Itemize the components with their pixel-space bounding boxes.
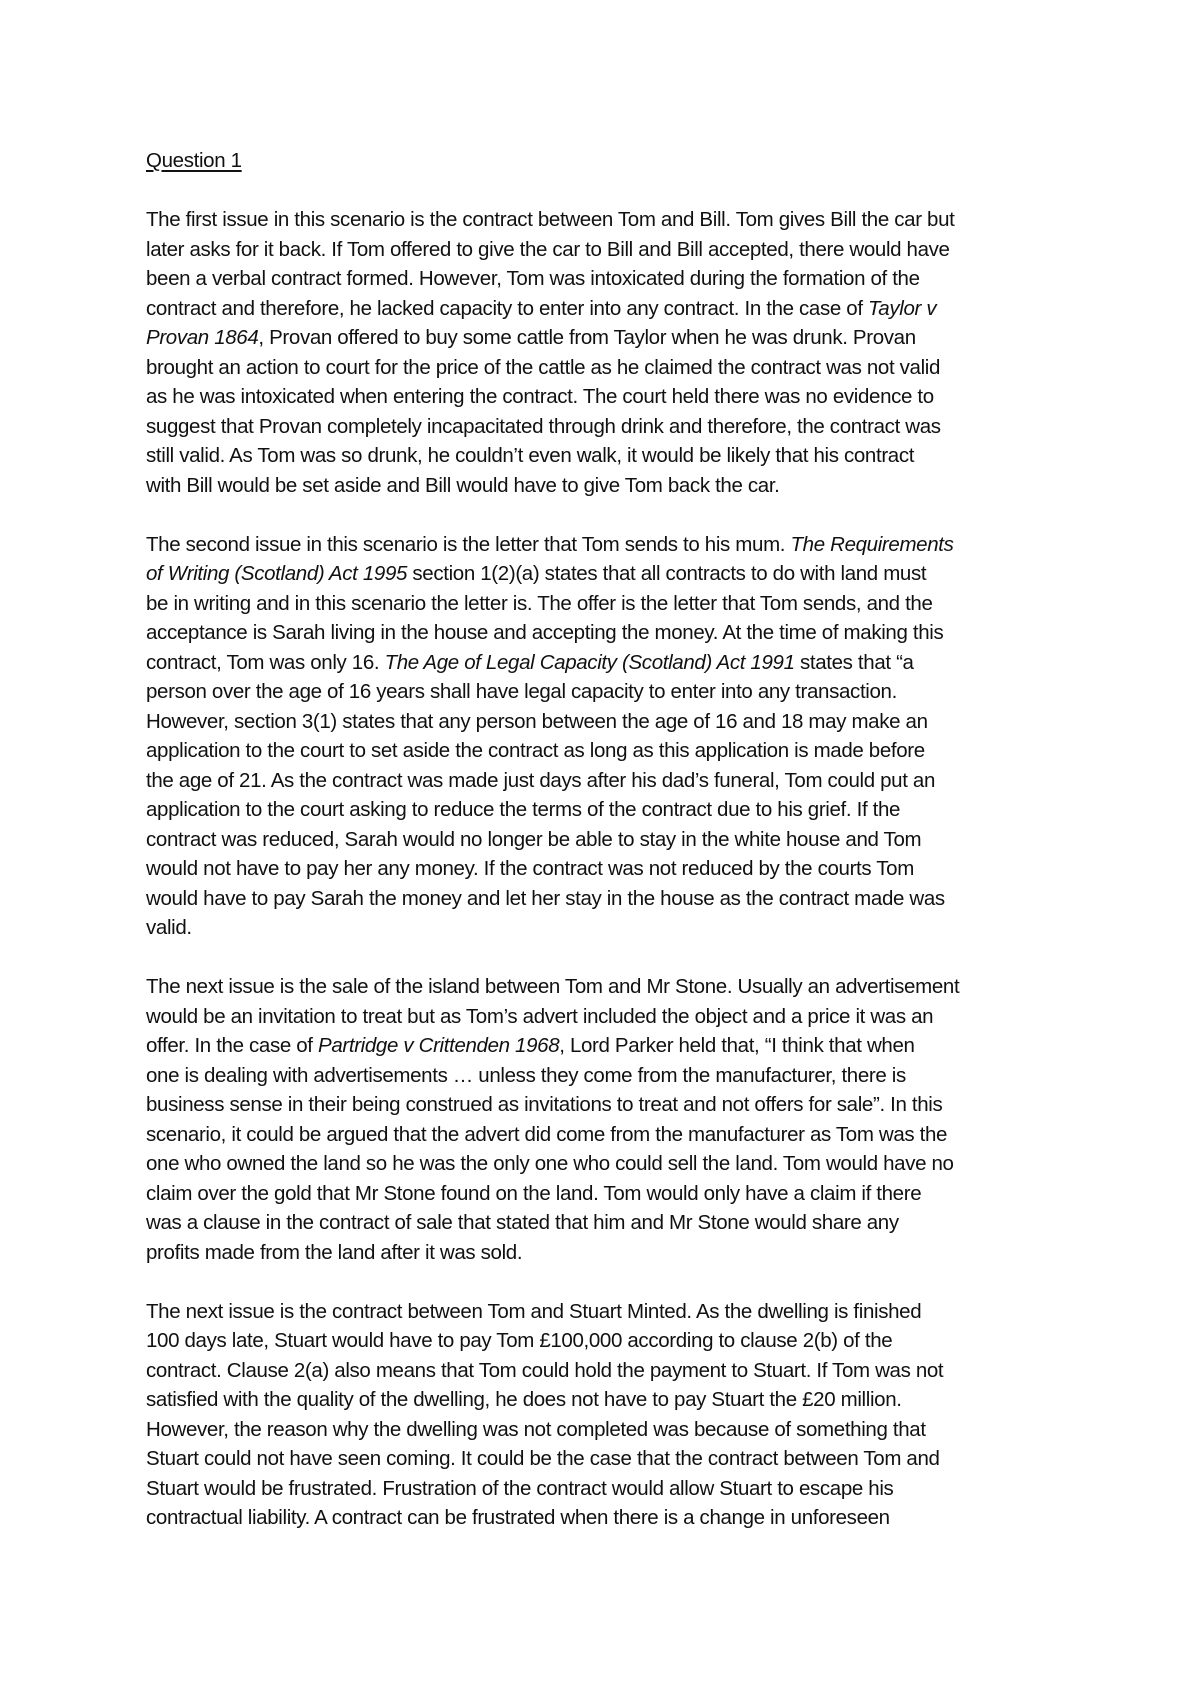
paragraph [146, 205, 1064, 500]
text-run: contractual liability. A contract can be frustrated when there is a change in unforeseen [146, 1506, 890, 1529]
text-line [146, 1090, 1064, 1120]
text-line [146, 382, 1064, 412]
case-citation: Provan 1864 [146, 326, 259, 349]
text-run: satisfied with the quality of the dwelling, he does not have to pay Stuart the £20 million. [146, 1388, 902, 1411]
question-heading: Question 1 [146, 149, 242, 172]
text-line [146, 1061, 1064, 1091]
text-run: application to the court asking to reduce the terms of the contract due to his grief. If the [146, 798, 901, 821]
text-line [146, 1208, 1064, 1238]
paragraph-list [146, 205, 1064, 1533]
text-line [146, 707, 1064, 737]
text-line [146, 205, 1064, 235]
text-line [146, 589, 1064, 619]
text-run: , Lord Parker held that, “I think that when [559, 1034, 915, 1057]
text-run: section 1(2)(a) states that all contracts to do with land must [407, 562, 927, 585]
text-line [146, 353, 1064, 383]
paragraph [146, 1297, 1064, 1533]
text-run: However, the reason why the dwelling was not completed was because of something that [146, 1417, 926, 1441]
text-line [146, 618, 1064, 648]
text-run: suggest that Provan completely incapacitated through drink and therefore, the contract was [146, 414, 941, 438]
text-line [146, 1444, 1064, 1474]
text-run: with Bill would be set aside and Bill would have to give Tom back the car. [146, 473, 780, 497]
text-line [146, 264, 1064, 294]
text-run: acceptance is Sarah living in the house and accepting the money. At the time of making this [146, 621, 944, 644]
text-line [146, 323, 1064, 353]
text-run: scenario, it could be argued that the advert did come from the manufacturer as Tom was the [146, 1122, 948, 1146]
text-run: contract, Tom was only 16. [146, 650, 385, 674]
case-citation: The Requirements [790, 532, 954, 556]
text-run: one is dealing with advertisements … unless they come from the manufacturer, there is [146, 1063, 906, 1087]
text-run: still valid. As Tom was so drunk, he couldn’t even walk, it would be likely that his contract [146, 444, 915, 467]
text-run: Stuart would be frustrated. Frustration of the contract would allow Stuart to escape his [146, 1476, 894, 1500]
text-run: offer. In the case of [146, 1034, 318, 1057]
text-line [146, 412, 1064, 442]
text-line [146, 648, 1064, 678]
case-citation: of Writing (Scotland) Act 1995 [146, 562, 408, 585]
text-run: business sense in their being construed as invitations to treat and not offers for sale”. In this [146, 1093, 943, 1116]
text-line [146, 972, 1064, 1002]
text-line [146, 471, 1064, 501]
paragraph [146, 530, 1064, 943]
text-line [146, 530, 1064, 560]
text-line [146, 854, 1064, 884]
text-run: been a verbal contract formed. However, Tom was intoxicated during the formation of the [146, 267, 920, 290]
case-citation: The Age of Legal Capacity (Scotland) Act 1991 [384, 650, 795, 674]
text-line [146, 559, 1064, 589]
text-line [146, 441, 1064, 471]
text-line [146, 825, 1064, 855]
document-body [146, 146, 1064, 1533]
text-run: as he was intoxicated when entering the contract. The court held there was no evidence to [146, 385, 934, 408]
text-line [146, 1356, 1064, 1386]
text-line [146, 1238, 1064, 1268]
text-run: would have to pay Sarah the money and let her stay in the house as the contract made was [146, 886, 945, 910]
text-line [146, 766, 1064, 796]
text-run: profits made from the land after it was sold. [146, 1240, 523, 1264]
text-line [146, 1385, 1064, 1415]
text-line [146, 1503, 1064, 1533]
text-line [146, 736, 1064, 766]
text-run: The next issue is the contract between Tom and Stuart Minted. As the dwelling is finished [146, 1299, 922, 1323]
case-citation: Partridge v Crittenden 1968 [318, 1034, 560, 1057]
text-line [146, 1120, 1064, 1150]
text-run: However, section 3(1) states that any person between the age of 16 and 18 may make an [146, 709, 928, 733]
text-run: claim over the gold that Mr Stone found on the land. Tom would only have a claim if there [146, 1181, 922, 1205]
text-run: , Provan offered to buy some cattle from Taylor when he was drunk. Provan [258, 326, 916, 349]
text-run: was a clause in the contract of sale that stated that him and Mr Stone would share any [146, 1211, 899, 1234]
text-run: one who owned the land so he was the only one who could sell the land. Tom would have no [146, 1152, 954, 1175]
text-run: contract. Clause 2(a) also means that Tom could hold the payment to Stuart. If Tom was not [146, 1358, 944, 1382]
text-run: 100 days late, Stuart would have to pay Tom £100,000 according to clause 2(b) of the [146, 1329, 893, 1352]
text-run: The second issue in this scenario is the letter that Tom sends to his mum. [146, 532, 791, 556]
text-line [146, 795, 1064, 825]
text-run: would be an invitation to treat but as Tom’s advert included the object and a price it was an [146, 1004, 934, 1028]
text-line [146, 235, 1064, 265]
text-run: application to the court to set aside the contract as long as this application is made before [146, 739, 925, 762]
text-line [146, 677, 1064, 707]
text-run: contract was reduced, Sarah would no longer be able to stay in the white house and Tom [146, 827, 922, 851]
text-line [146, 884, 1064, 914]
text-run: Stuart could not have seen coming. It could be the case that the contract between Tom and [146, 1447, 940, 1470]
text-run: would not have to pay her any money. If the contract was not reduced by the courts Tom [146, 857, 914, 880]
text-line [146, 1031, 1064, 1061]
case-citation: Taylor v [868, 296, 937, 320]
text-line [146, 1002, 1064, 1032]
text-line [146, 1297, 1064, 1327]
text-run: valid. [146, 916, 192, 939]
text-run: The next issue is the sale of the island between Tom and Mr Stone. Usually an advertisement [146, 975, 960, 998]
text-line [146, 1474, 1064, 1504]
text-run: brought an action to court for the price of the cattle as he claimed the contract was not valid [146, 355, 941, 379]
text-line [146, 1179, 1064, 1209]
text-run: the age of 21. As the contract was made just days after his dad’s funeral, Tom could put an [146, 768, 936, 792]
text-line [146, 913, 1064, 943]
text-line [146, 294, 1064, 324]
text-run: contract and therefore, he lacked capacity to enter into any contract. In the case of [146, 296, 869, 320]
text-line [146, 1149, 1064, 1179]
text-line [146, 1415, 1064, 1445]
text-run: later asks for it back. If Tom offered to give the car to Bill and Bill accepted, there would have [146, 237, 950, 261]
text-run: states that “a [794, 650, 914, 674]
text-run: person over the age of 16 years shall have legal capacity to enter into any transaction. [146, 680, 897, 703]
text-run: be in writing and in this scenario the letter is. The offer is the letter that Tom sends, and the [146, 591, 933, 615]
text-line [146, 1326, 1064, 1356]
text-run: The first issue in this scenario is the contract between Tom and Bill. Tom gives Bill the car but [146, 208, 955, 231]
paragraph [146, 972, 1064, 1267]
